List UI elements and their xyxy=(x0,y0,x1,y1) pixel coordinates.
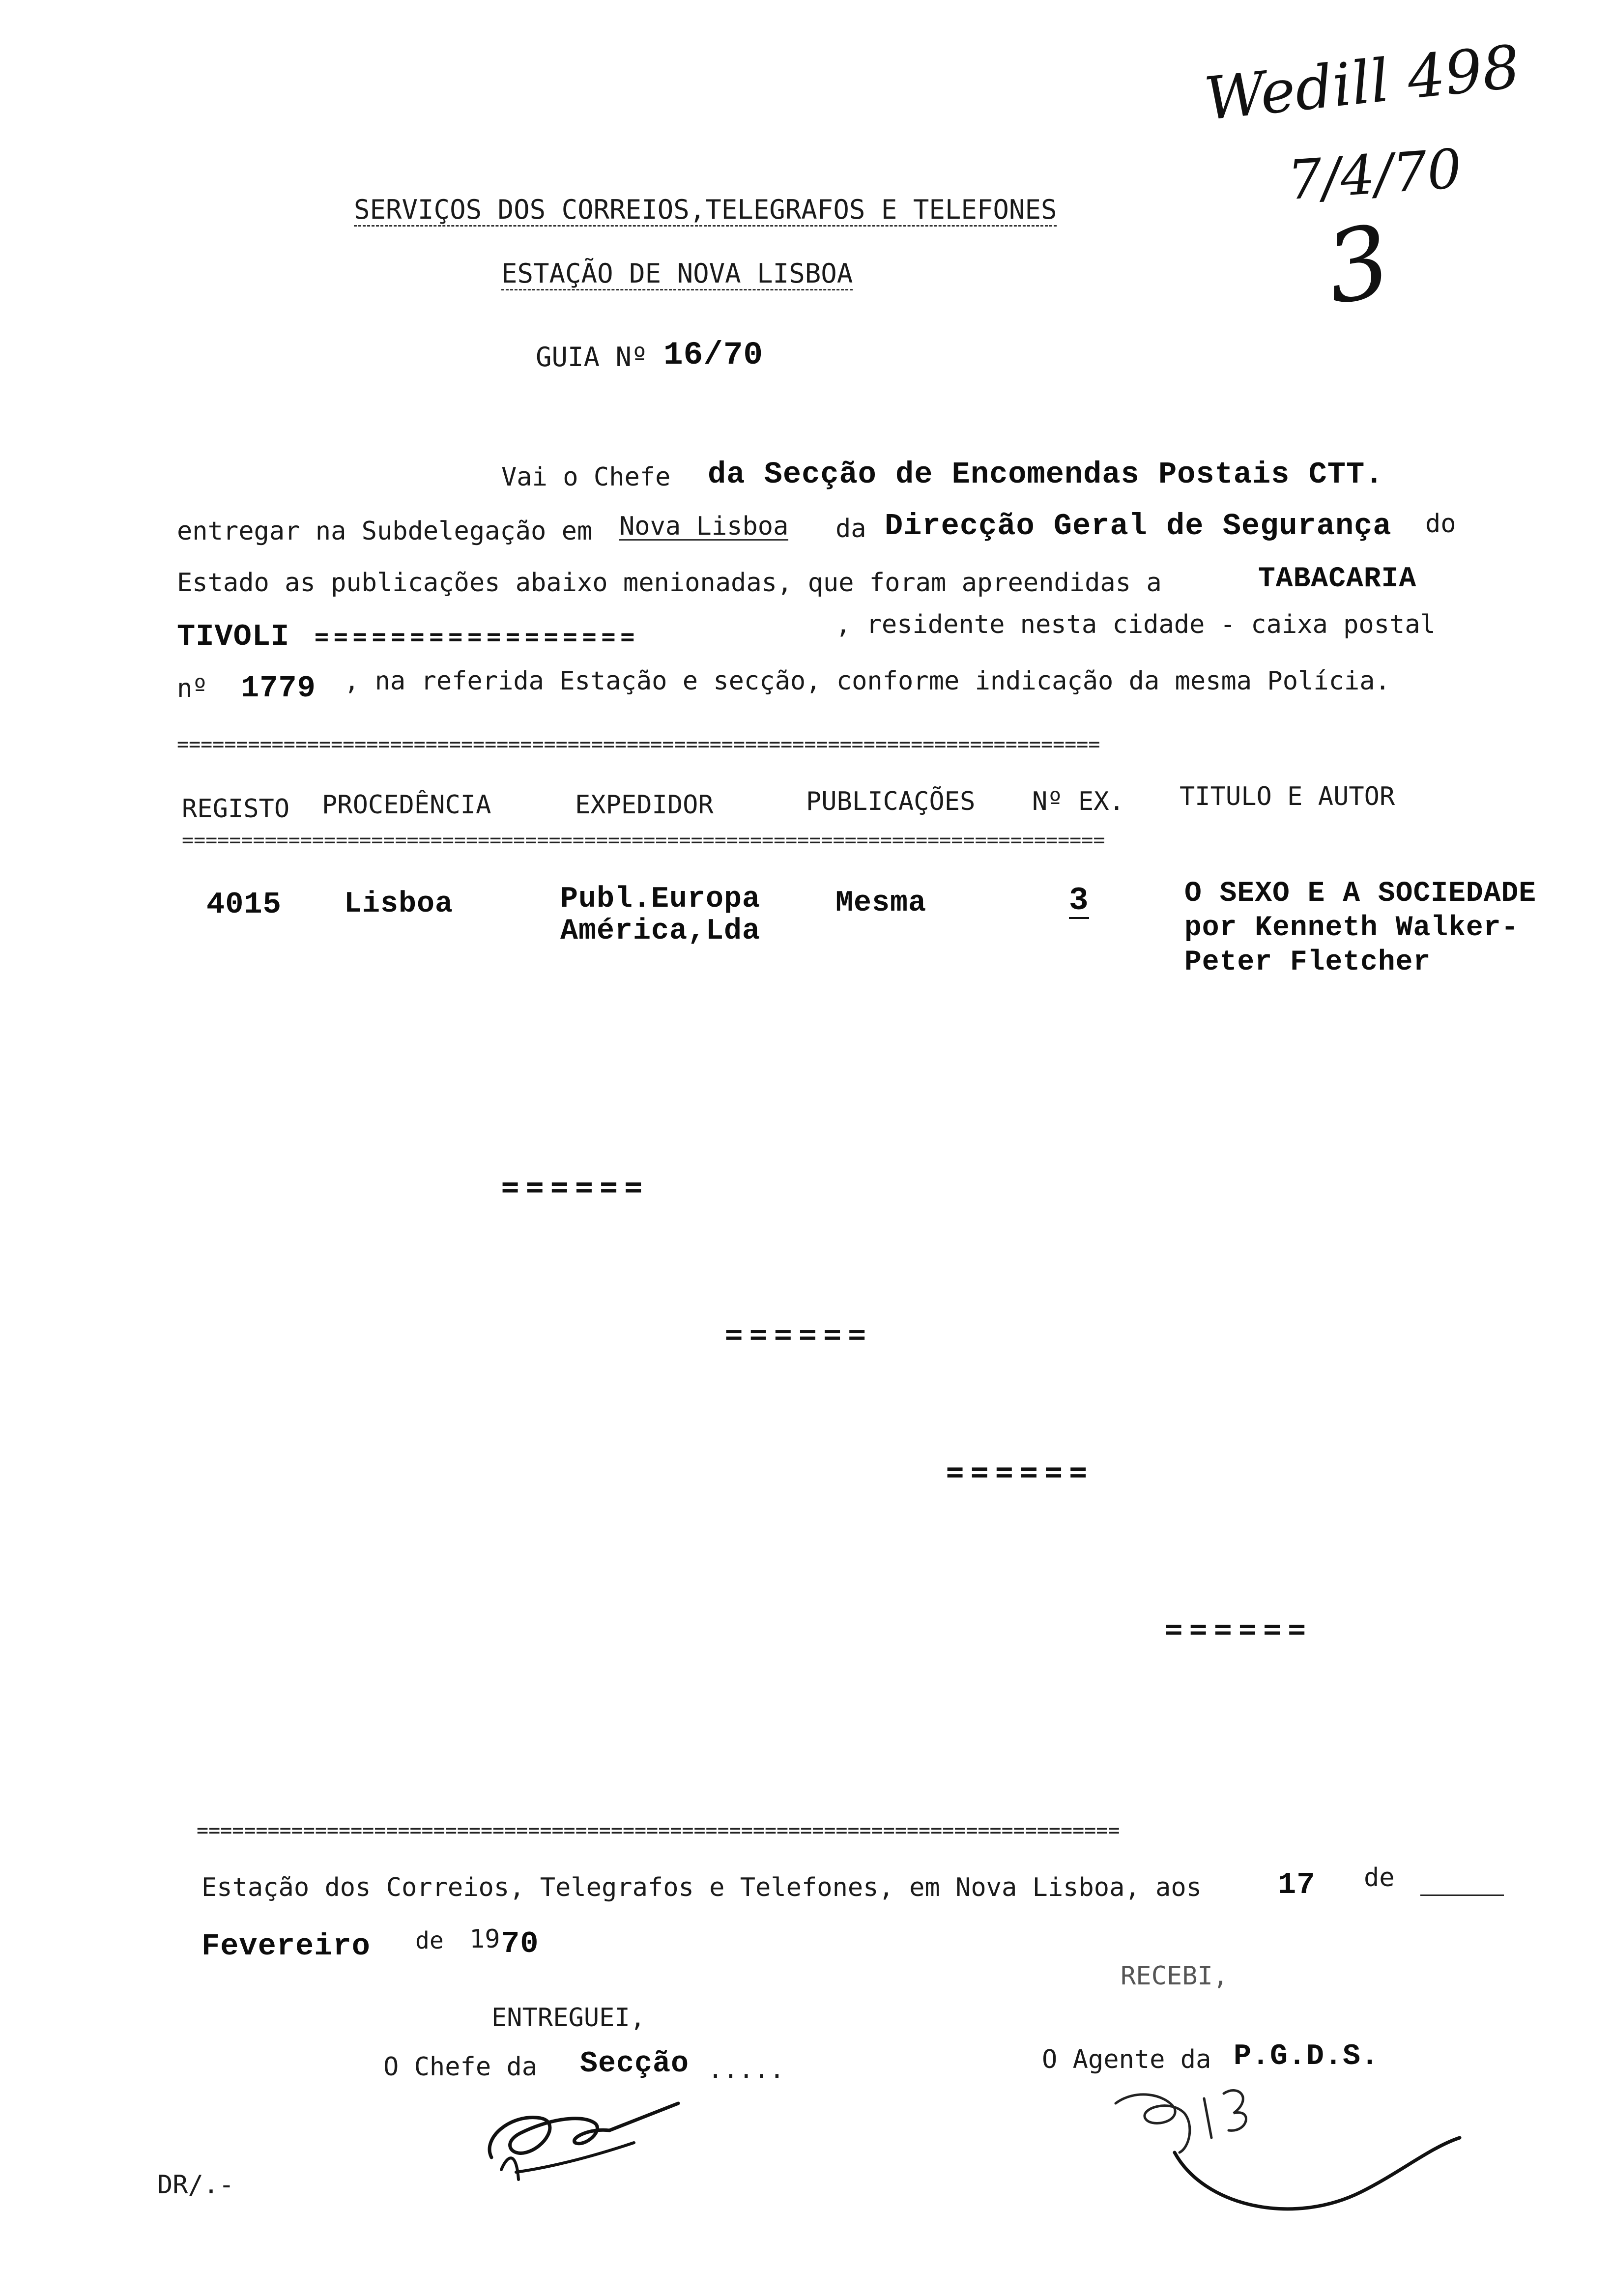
row-expedidor-line1: Publ.Europa xyxy=(560,883,761,916)
row-num-ex: 3 xyxy=(1069,882,1089,919)
footer-de2: de xyxy=(415,1927,444,1954)
body-line1-fill: da Secção de Encomendas Postais CTT. xyxy=(708,457,1384,492)
body-line2-place: Nova Lisboa xyxy=(619,512,789,541)
footer-rule: ============================================================================== xyxy=(197,1821,1120,1840)
body-line1-prefix: Vai o Chefe xyxy=(501,462,671,492)
filler-mark-1: ====== xyxy=(501,1170,649,1204)
footer-day: 17 xyxy=(1278,1867,1316,1902)
signature-agente-icon xyxy=(1106,2079,1479,2226)
row-titulo-line1: O SEXO E A SOCIEDADE xyxy=(1184,878,1537,910)
footer-agente-label: O Agente da xyxy=(1042,2045,1211,2074)
col-titulo-autor: TITULO E AUTOR xyxy=(1180,782,1395,811)
footer-year-prefix: 19 xyxy=(469,1924,500,1954)
footer-initials: DR/.- xyxy=(157,2170,234,2200)
row-registo: 4015 xyxy=(206,887,282,922)
body-line2-mid: da xyxy=(835,514,866,544)
footer-chefe-label: O Chefe da xyxy=(383,2052,538,2082)
header-title: SERVIÇOS DOS CORREIOS,TELEGRAFOS E TELEFONES xyxy=(354,197,1057,227)
guia-label: GUIA Nº xyxy=(536,342,648,373)
body-line4-fill: TIVOLI xyxy=(177,619,290,654)
footer-agente-fill: P.G.D.S. xyxy=(1234,2040,1380,2073)
col-num-ex: Nº EX. xyxy=(1032,787,1124,816)
filler-mark-4: ====== xyxy=(1165,1612,1313,1646)
footer-de1: de xyxy=(1364,1863,1395,1893)
body-line2-prefix: entregar na Subdelegação em xyxy=(177,517,593,546)
body-line2-fill: Direcção Geral de Segurança xyxy=(885,509,1392,544)
col-expedidor: EXPEDIDOR xyxy=(575,790,714,820)
col-registo: REGISTO xyxy=(182,794,290,824)
body-line5-text: , na referida Estação e secção, conforme indicação da mesma Polícia. xyxy=(344,666,1390,696)
col-publicacoes: PUBLICAÇÕES xyxy=(806,787,976,816)
col-procedencia: PROCEDÊNCIA xyxy=(322,790,491,820)
handwritten-date: 7/4/70 xyxy=(1285,137,1464,212)
header-station: ESTAÇÃO DE NOVA LISBOA xyxy=(501,260,853,290)
body-line5-fill: 1779 xyxy=(241,671,316,706)
body-line4-text: , residente nesta cidade - caixa postal xyxy=(835,610,1436,639)
footer-chefe-dots: ..... xyxy=(708,2055,785,2084)
footer-year-suffix: 70 xyxy=(501,1926,539,1961)
filler-mark-2: ====== xyxy=(725,1317,873,1351)
footer-recebi: RECEBI, xyxy=(1121,1961,1229,1991)
footer-chefe-fill: Secção xyxy=(580,2047,690,2081)
handwritten-reference: Wedill 498 xyxy=(1201,32,1524,134)
table-header-rule: ============================================================================== xyxy=(182,831,1105,850)
table-top-rule: ============================================================================== xyxy=(177,735,1100,754)
footer-blank-month-line xyxy=(1420,1875,1504,1896)
signature-chefe-icon xyxy=(472,2084,688,2192)
row-titulo-line2: por Kenneth Walker- xyxy=(1184,912,1519,944)
guia-number: 16/70 xyxy=(663,337,764,373)
body-line4-dashes: ================= xyxy=(315,623,640,651)
footer-month: Fevereiro xyxy=(202,1929,371,1964)
row-expedidor-line2: América,Lda xyxy=(560,915,761,948)
body-line3-text: Estado as publicações abaixo menionadas, que foram apreendidas a xyxy=(177,568,1162,598)
body-line5-prefix: nº xyxy=(177,674,208,703)
body-line3-fill: TABACARIA xyxy=(1258,563,1417,595)
row-titulo-line3: Peter Fletcher xyxy=(1184,947,1431,978)
footer-entreguei: ENTREGUEI, xyxy=(491,2003,646,2033)
filler-mark-3: ====== xyxy=(946,1455,1094,1489)
body-line2-end: do xyxy=(1425,509,1456,539)
row-publicacoes: Mesma xyxy=(835,887,927,920)
row-procedencia: Lisboa xyxy=(344,888,454,921)
handwritten-mark: 3 xyxy=(1317,203,1399,327)
footer-date-line: Estação dos Correios, Telegrafos e Telefones, em Nova Lisboa, aos xyxy=(202,1873,1202,1902)
